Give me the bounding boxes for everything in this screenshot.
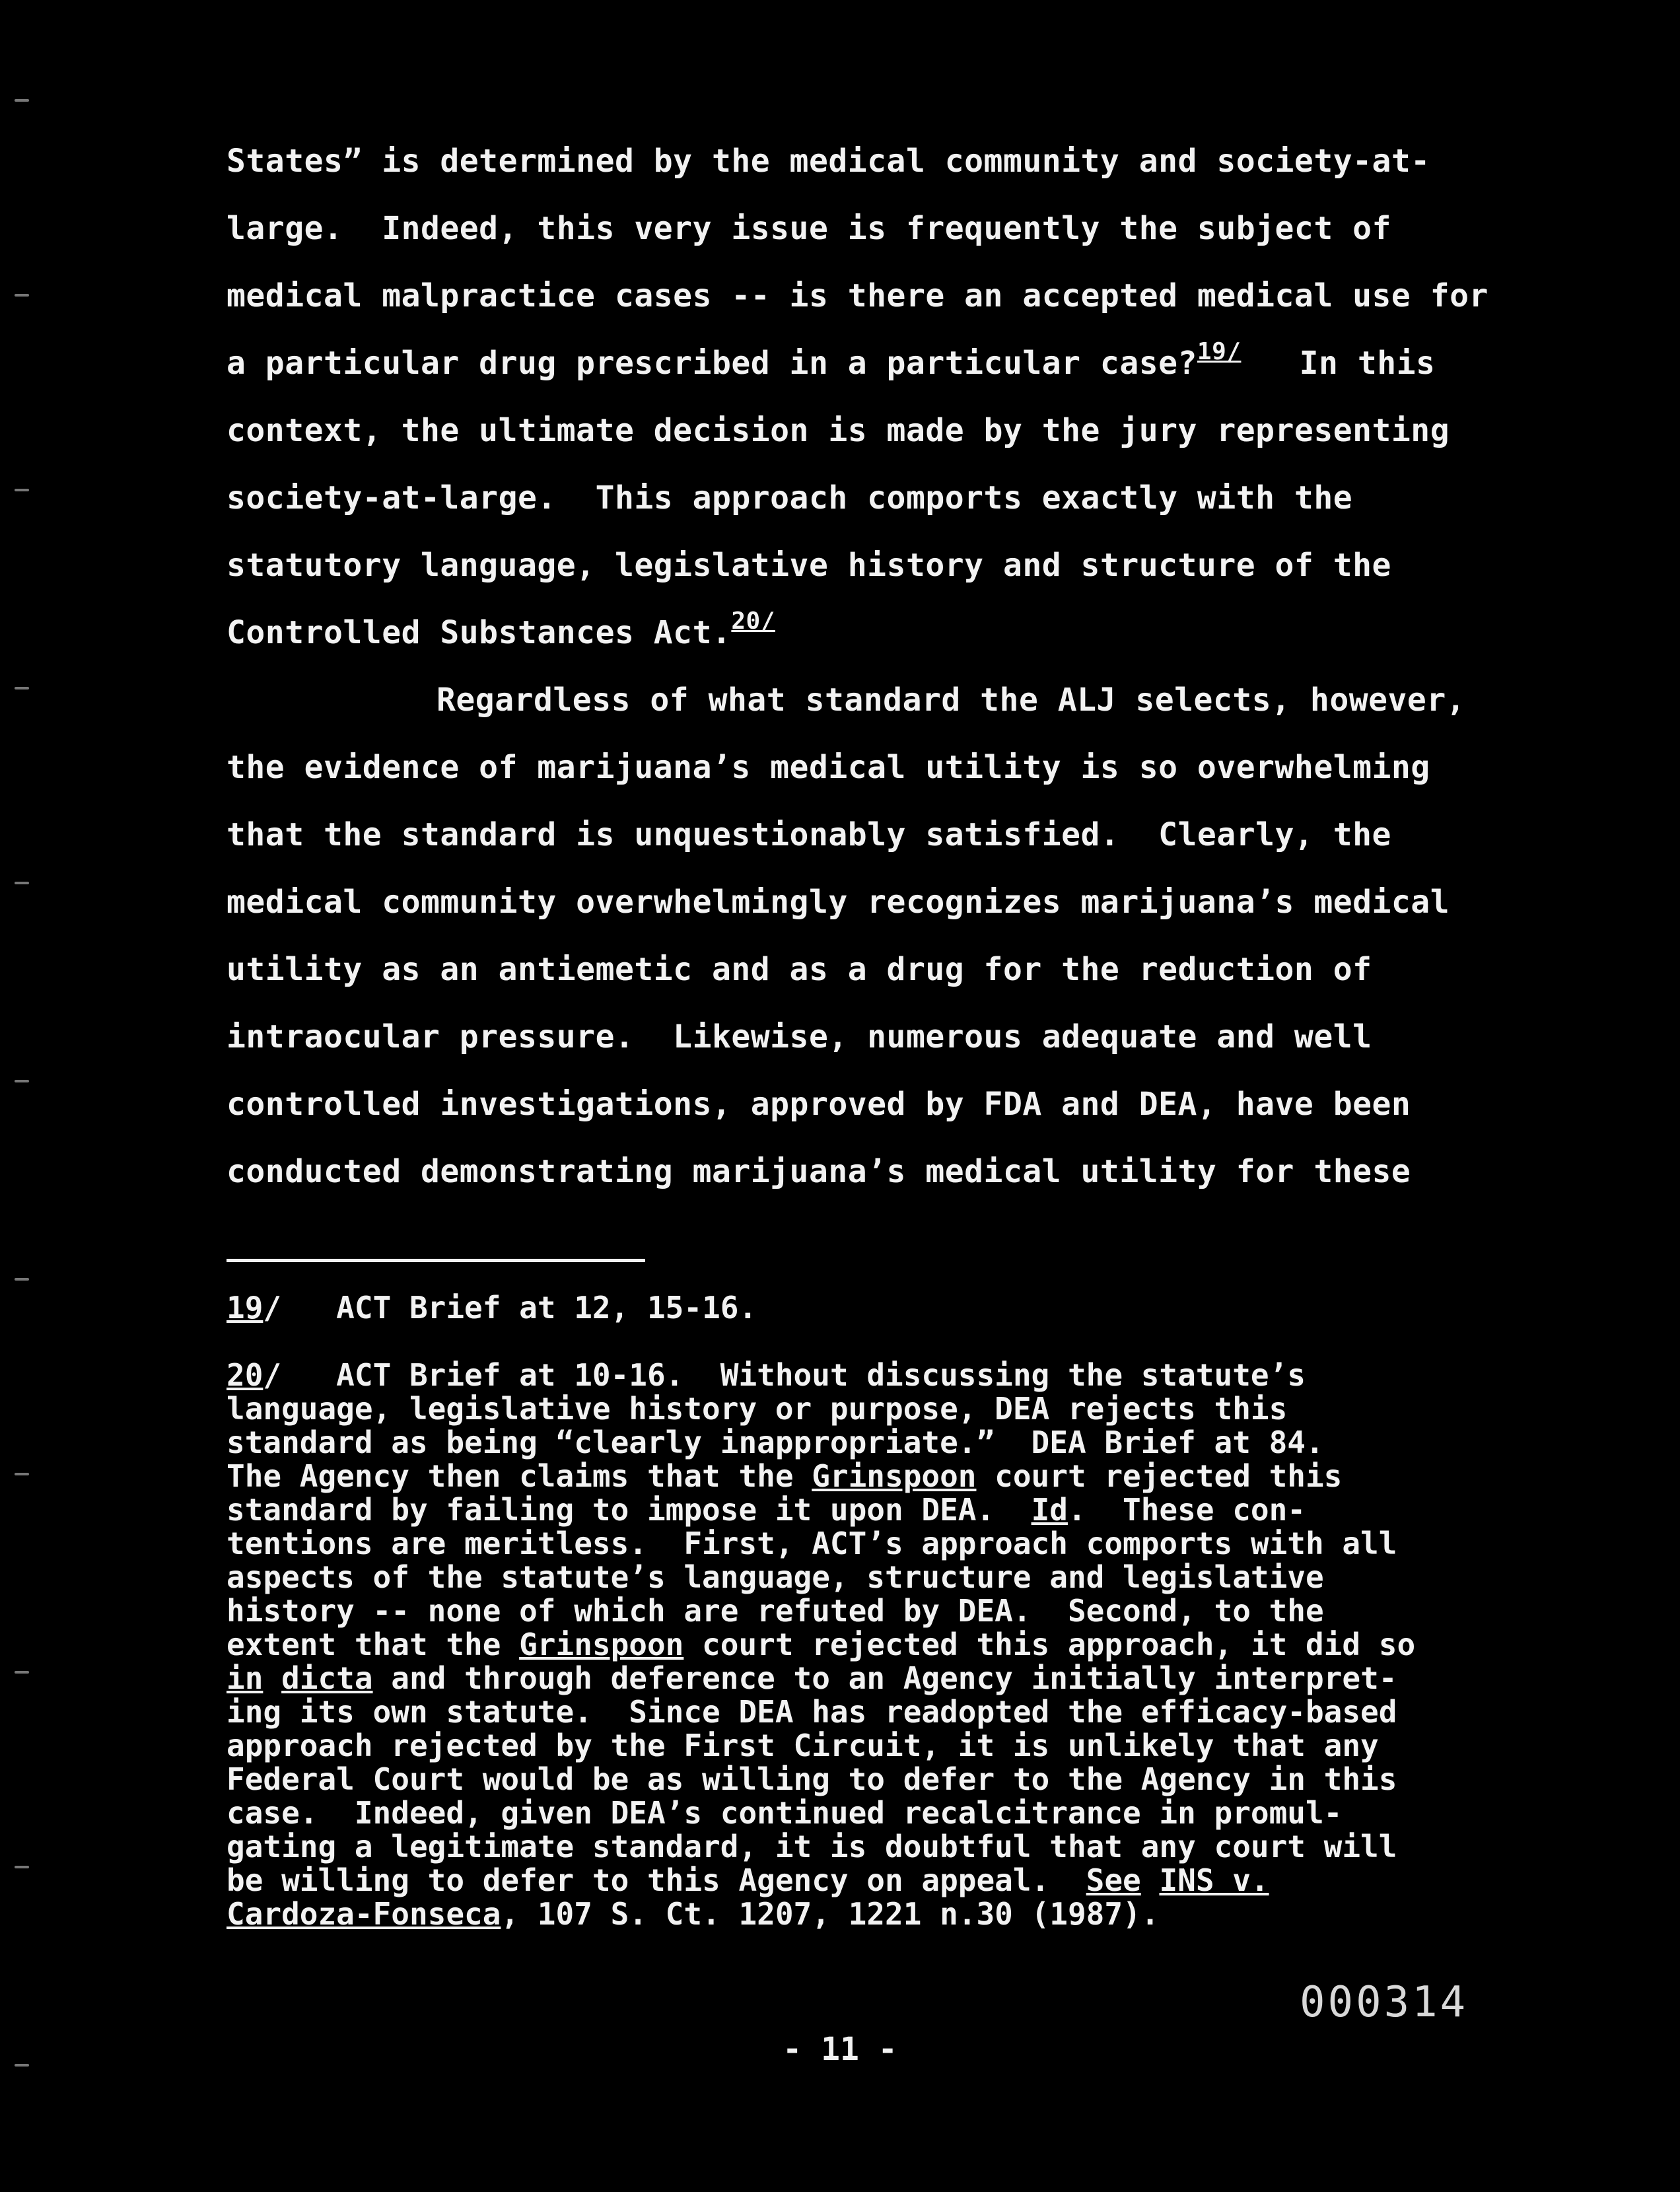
- case-name: INS v.: [1159, 1862, 1269, 1898]
- body-line: controlled investigations, approved by FDA and DEA, have been: [227, 1086, 1411, 1123]
- body-line: States” is determined by the medical community and society-at-: [227, 143, 1430, 180]
- body-line: conducted demonstrating marijuana’s medical utility for these: [227, 1153, 1411, 1190]
- body-text: [227, 135, 1587, 1213]
- footnote-text: ACT Brief at 12, 15-16.: [281, 1290, 757, 1326]
- bates-stamp: 000314: [1300, 1978, 1469, 2027]
- body-line: [227, 337, 1587, 404]
- citation-signal: See: [1086, 1862, 1141, 1898]
- scan-margin-mark: [15, 99, 29, 102]
- body-line-text: a particular drug prescribed in a particular case?: [227, 345, 1197, 382]
- body-line: the evidence of marijuana’s medical utility is so overwhelming: [227, 749, 1430, 786]
- body-line: [227, 606, 1587, 674]
- body-line: intraocular pressure. Likewise, numerous adequate and well: [227, 1018, 1372, 1055]
- body-line: context, the ultimate decision is made by the jury representing: [227, 412, 1450, 449]
- latin-term: in: [227, 1660, 263, 1696]
- footnote-line: be willing to defer to this Agency on appeal. See INS v.: [227, 1862, 1269, 1898]
- footnote-text: ACT Brief at 10-16. Without discussing the statute’s: [281, 1357, 1306, 1393]
- body-line: medical community overwhelmingly recognizes marijuana’s medical: [227, 884, 1450, 921]
- footnote-19: 19/ ACT Brief at 12, 15-16.: [227, 1290, 757, 1326]
- footnote-line: ing its own statute. Since DEA has readopted the efficacy-based: [227, 1694, 1397, 1730]
- case-name: Grinspoon: [812, 1458, 977, 1494]
- scan-margin-mark: [15, 1278, 29, 1281]
- scan-margin-mark: [15, 1080, 29, 1082]
- latin-term: dicta: [281, 1660, 373, 1696]
- footnote-number: 19: [227, 1290, 263, 1326]
- footnote-line: Cardoza-Fonseca, 107 S. Ct. 1207, 1221 n.30 (1987).: [227, 1896, 1160, 1932]
- footnotes: [227, 1291, 1613, 1931]
- footnote-number: 20: [227, 1357, 263, 1393]
- body-line: large. Indeed, this very issue is frequently the subject of: [227, 210, 1391, 247]
- scan-margin-mark: [15, 489, 29, 491]
- scan-margin-mark: [15, 294, 29, 297]
- body-line-tail: In this: [1299, 345, 1436, 382]
- footnote-line: case. Indeed, given DEA’s continued recalcitrance in promul-: [227, 1795, 1343, 1831]
- footnote-line: Federal Court would be as willing to defer to the Agency in this: [227, 1761, 1397, 1797]
- body-line-text: Controlled Substances Act.: [227, 614, 732, 651]
- footnote-line: The Agency then claims that the Grinspoon court rejected this: [227, 1458, 1343, 1494]
- case-name: Grinspoon: [519, 1627, 684, 1662]
- footnote-ref-19: 19/: [1197, 338, 1242, 365]
- scan-margin-mark: [15, 1671, 29, 1674]
- footnote-line: gating a legitimate standard, it is doubtful that any court will: [227, 1829, 1397, 1864]
- case-name: Cardoza-Fonseca: [227, 1896, 501, 1932]
- footnote-line: in dicta and through deference to an Agency initially interpret-: [227, 1660, 1397, 1696]
- scan-margin-mark: [15, 1473, 29, 1475]
- scan-margin-mark: [15, 687, 29, 689]
- footnote-line: history -- none of which are refuted by DEA. Second, to the: [227, 1593, 1324, 1629]
- page-number: - 11 -: [783, 2031, 897, 2068]
- citation-signal: Id: [1031, 1492, 1068, 1528]
- scan-margin-mark: [15, 1866, 29, 1868]
- footnote-line: standard as being “clearly inappropriate.” DEA Brief at 84.: [227, 1425, 1324, 1460]
- body-line: medical malpractice cases -- is there an accepted medical use for: [227, 277, 1488, 314]
- body-line: statutory language, legislative history and structure of the: [227, 547, 1391, 584]
- footnote-divider: [227, 1259, 645, 1262]
- body-line: utility as an antiemetic and as a drug for the reduction of: [227, 951, 1372, 988]
- footnote-20: 20/ ACT Brief at 10-16. Without discussing the statute’s language, legislative history or purpose, DEA rejects this standard as being “clearly inappropriate.” DEA Brief at 84. The Agency then claims that the Grinspoon court rejected this standard by failing to impose it upon DEA. Id. These con- tentions are meritless. First, ACT’s approach comports with all aspects of the statute’s language, structure and legislative history -- none of which are refuted by DEA. Second, to the extent that the Grinspoon court rejected this approach, it did so in dicta and through deference to an Agency initially interpret- ing its own statute. Since DEA has readopted the efficacy-based approach rejected by the First Circuit, it is unlikely that any Federal Court would be as willing to defer to the Agency in this case. Indeed, given DEA’s continued recalcitrance in promul- gating a legitimate standard, it is doubtful that any court will be willing to defer to this Agency on appeal. See INS v. Cardoza-Fonseca, 107 S. Ct. 1207, 1221 n.30 (1987).: [227, 1359, 1613, 1931]
- scan-margin-mark: [15, 882, 29, 884]
- body-line: that the standard is unquestionably satisfied. Clearly, the: [227, 816, 1391, 853]
- body-line: Regardless of what standard the ALJ selects, however,: [437, 682, 1466, 719]
- footnote-line: approach rejected by the First Circuit, it is unlikely that any: [227, 1728, 1379, 1763]
- footnote-line: extent that the Grinspoon court rejected this approach, it did so: [227, 1627, 1416, 1662]
- footnote-line: language, legislative history or purpose, DEA rejects this: [227, 1391, 1288, 1427]
- footnote-line: tentions are meritless. First, ACT’s approach comports with all: [227, 1526, 1397, 1561]
- footnote-line: standard by failing to impose it upon DEA. Id. These con-: [227, 1492, 1306, 1528]
- footnote-ref-20: 20/: [731, 608, 775, 635]
- body-line: society-at-large. This approach comports exactly with the: [227, 479, 1353, 516]
- footnote-line: aspects of the statute’s language, structure and legislative: [227, 1559, 1324, 1595]
